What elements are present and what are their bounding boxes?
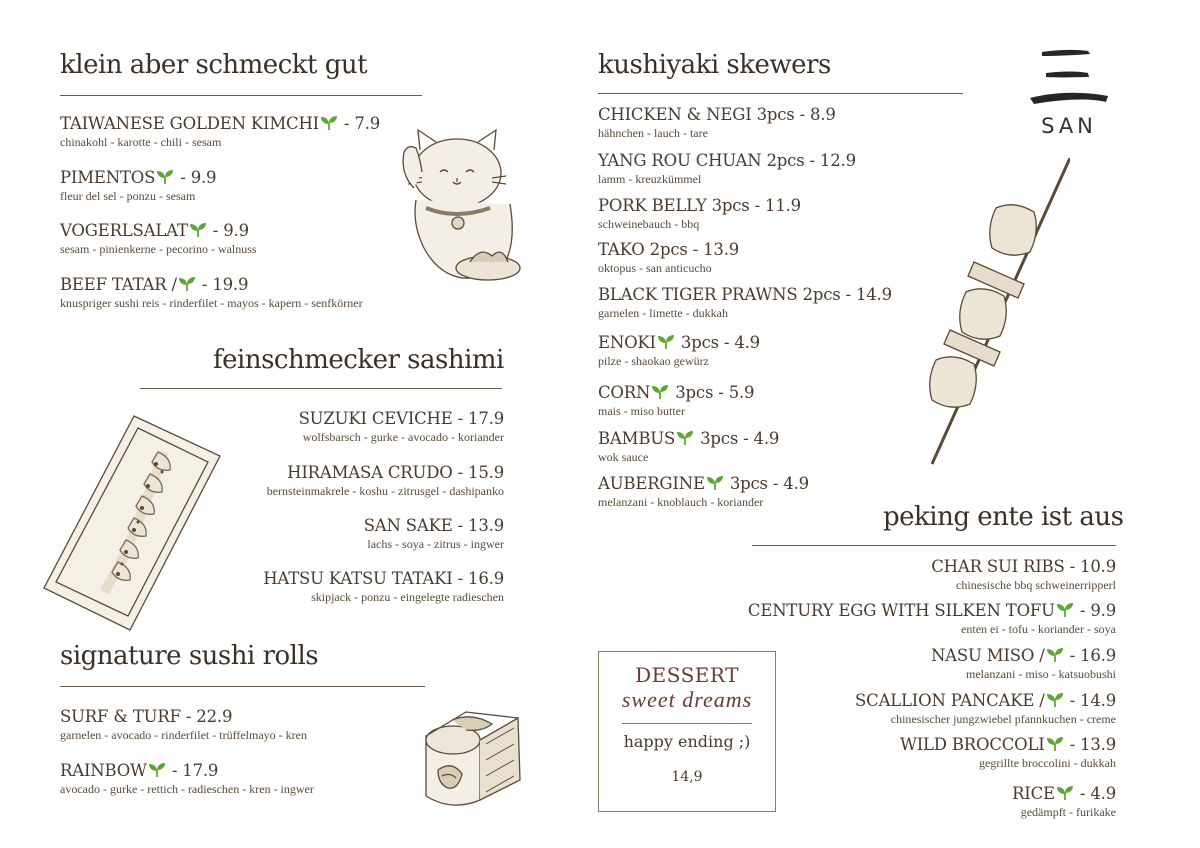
vegetarian-leaf-icon	[155, 168, 175, 187]
divider	[60, 686, 425, 687]
menu-item-title: TAIWANESE GOLDEN KIMCHI	[60, 114, 319, 133]
menu-item-description: melanzani - miso - katsuobushi	[966, 667, 1116, 681]
vegetarian-leaf-icon	[705, 474, 725, 493]
menu-item-price: - 7.9	[338, 114, 381, 133]
menu-item-title: TAKO 2pcs - 13.9	[598, 240, 740, 259]
menu-item-description: chinesische bbq schweinerripperl	[956, 578, 1116, 592]
section-heading-klein: klein aber schmeckt gut	[60, 50, 368, 80]
menu-item-description: chinesischer jungzwiebel pfannkuchen - creme	[890, 712, 1116, 726]
dessert-box	[598, 651, 776, 812]
menu-item-description: sesam - pinienkerne - pecorino - walnuss	[60, 242, 257, 256]
menu-item-title: CENTURY EGG WITH SILKEN TOFU	[747, 601, 1055, 620]
menu-item	[60, 761, 314, 797]
menu-item-price: - 4.9	[1074, 784, 1116, 803]
menu-item-price: 3pcs - 4.9	[695, 429, 780, 448]
menu-item-price: 3pcs - 4.9	[724, 474, 809, 493]
menu-item-name	[598, 383, 754, 403]
menu-item-title: NASU MISO /	[930, 646, 1045, 665]
menu-item	[1012, 784, 1116, 820]
vegetarian-leaf-icon	[1045, 646, 1065, 665]
menu-item-price: 3pcs - 4.9	[675, 333, 760, 352]
menu-item	[598, 474, 809, 510]
vegetarian-leaf-icon	[675, 429, 695, 448]
menu-item	[900, 735, 1116, 771]
menu-item-description: schweinebauch - bbq	[598, 217, 700, 231]
vegetarian-leaf-icon	[656, 333, 676, 352]
menu-item	[598, 151, 856, 187]
sushi-roll-illustration	[412, 700, 532, 818]
menu-item-description: wolfsbarsch - gurke - avocado - koriander	[302, 430, 504, 444]
divider	[752, 545, 1116, 546]
menu-item-price: - 13.9	[1064, 735, 1116, 754]
menu-item	[748, 601, 1116, 637]
menu-item-title: SAN SAKE - 13.9	[363, 516, 504, 535]
menu-item	[60, 221, 257, 257]
menu-item	[598, 105, 836, 141]
menu-item	[60, 114, 380, 150]
menu-item-title: BLACK TIGER PRAWNS 2pcs - 14.9	[598, 285, 892, 304]
menu-item-description: pilze - shaokao gewürz	[598, 354, 709, 368]
lucky-cat-illustration	[392, 128, 524, 288]
menu-item	[364, 516, 504, 552]
san-logo-mark	[1028, 42, 1110, 110]
section-heading-skewers: kushiyaki skewers	[598, 50, 831, 80]
menu-item-price: - 14.9	[1064, 691, 1116, 710]
menu-item-name	[598, 196, 801, 216]
menu-item	[60, 707, 307, 743]
dessert-subtitle: sweet dreams	[621, 687, 753, 712]
menu-item	[267, 463, 504, 499]
menu-item-description: skipjack - ponzu - eingelegte radieschen	[311, 590, 504, 604]
menu-item-description: garnelen - limette - dukkah	[598, 306, 728, 320]
menu-item-name	[299, 409, 504, 429]
divider	[622, 723, 752, 724]
menu-item-name	[598, 429, 779, 449]
menu-item	[855, 691, 1116, 727]
menu-item-description: gegrillte broccolini - dukkah	[979, 756, 1116, 770]
menu-item-description: bernsteinmakrele - koshu - zitrusgel - dashipanko	[266, 484, 504, 498]
menu-item-name	[931, 646, 1116, 666]
menu-item-title: HIRAMASA CRUDO - 15.9	[287, 463, 504, 482]
menu-item-description: enten ei - tofu - koriander - soya	[961, 622, 1116, 636]
vegetarian-leaf-icon	[177, 275, 197, 294]
menu-item-title: HATSU KATSU TATAKI - 16.9	[263, 569, 504, 588]
dessert-title: DESSERT	[635, 663, 739, 687]
menu-item-description: gedämpft - furikake	[1020, 805, 1116, 819]
menu-item-name	[931, 557, 1116, 577]
menu-item-name	[267, 463, 504, 483]
menu-item-name	[60, 761, 314, 781]
section-heading-peking: peking ente ist aus	[883, 502, 1124, 532]
menu-item-price: - 9.9	[175, 168, 217, 187]
menu-item-title: WILD BROCCOLI	[899, 735, 1045, 754]
menu-item-description: hähnchen - lauch - tare	[598, 126, 708, 140]
menu-item	[598, 196, 801, 232]
menu-item	[931, 557, 1116, 593]
menu-item-title: BEEF TATAR /	[60, 275, 177, 294]
menu-item-title: SCALLION PANCAKE /	[855, 691, 1045, 710]
dessert-text: happy ending ;)	[623, 732, 751, 751]
menu-item-name	[598, 285, 892, 305]
menu-item-description: mais - miso butter	[598, 404, 685, 418]
vegetarian-leaf-icon	[1045, 691, 1065, 710]
menu-item-price: 3pcs - 5.9	[670, 383, 755, 402]
menu-item-name	[598, 151, 856, 171]
menu-item-price: - 9.9	[207, 221, 249, 240]
menu-item-name	[855, 691, 1116, 711]
section-heading-sashimi: feinschmecker sashimi	[213, 345, 504, 375]
menu-item-title: YANG ROU CHUAN 2pcs - 12.9	[598, 151, 856, 170]
menu-item-name	[598, 240, 739, 260]
menu-item-title: PORK BELLY 3pcs - 11.9	[598, 196, 801, 215]
vegetarian-leaf-icon	[188, 221, 208, 240]
vegetarian-leaf-icon	[319, 114, 339, 133]
menu-item-title: ENOKI	[598, 333, 656, 352]
menu-item-title: PIMENTOS	[60, 168, 156, 187]
menu-item-description: fleur del sel - ponzu - sesam	[60, 189, 196, 203]
menu-item-title: CORN	[598, 383, 651, 402]
logo-text: SAN	[1041, 114, 1097, 138]
divider	[60, 95, 422, 96]
menu-item-description: garnelen - avocado - rinderfilet - trüffelmayo - kren	[60, 728, 307, 742]
vegetarian-leaf-icon	[1055, 784, 1075, 803]
menu-item-description: knuspriger sushi reis - rinderfilet - mayos - kapern - senfkörner	[60, 296, 363, 310]
menu-item	[598, 333, 760, 369]
menu-item	[598, 383, 754, 419]
vegetarian-leaf-icon	[650, 383, 670, 402]
menu-item	[60, 168, 216, 204]
menu-item-name	[263, 569, 504, 589]
menu-item-description: wok sauce	[598, 450, 649, 464]
menu-item-title: VOGERLSALAT	[60, 221, 188, 240]
menu-item-description: lamm - kreuzkümmel	[598, 172, 702, 186]
menu-item	[931, 646, 1116, 682]
menu-item-name	[1012, 784, 1116, 804]
menu-item-name	[598, 474, 809, 494]
menu-item-title: AUBERGINE	[598, 474, 705, 493]
menu-item-price: - 19.9	[196, 275, 249, 294]
menu-item-name	[60, 221, 257, 241]
vegetarian-leaf-icon	[1055, 601, 1075, 620]
menu-item-title: CHAR SUI RIBS - 10.9	[931, 557, 1116, 576]
menu-item-title: BAMBUS	[598, 429, 676, 448]
menu-item-name	[60, 114, 380, 134]
dessert-price: 14,9	[671, 769, 703, 785]
menu-item-description: chinakohl - karotte - chili - sesam	[60, 135, 222, 149]
menu-item-description: avocado - gurke - rettich - radieschen - kren - ingwer	[60, 782, 314, 796]
menu-item-title: SURF & TURF - 22.9	[60, 707, 233, 726]
menu-item-price: - 9.9	[1074, 601, 1116, 620]
section-heading-rolls: signature sushi rolls	[60, 641, 319, 671]
menu-item-description: oktopus - san anticucho	[598, 261, 712, 275]
menu-item	[60, 275, 363, 311]
sashimi-plate-illustration	[38, 412, 224, 634]
menu-item-title: CHICKEN & NEGI 3pcs - 8.9	[598, 105, 836, 124]
menu-item	[598, 429, 779, 465]
divider	[140, 388, 502, 389]
menu-item-description: melanzani - knoblauch - koriander	[598, 495, 764, 509]
menu-item-name	[60, 707, 307, 727]
vegetarian-leaf-icon	[1045, 735, 1065, 754]
menu-item	[299, 409, 504, 445]
menu-item-description: lachs - soya - zitrus - ingwer	[367, 537, 504, 551]
skewer-illustration	[920, 158, 1070, 468]
menu-item-price: - 16.9	[1064, 646, 1116, 665]
menu-item-name	[598, 105, 836, 125]
menu-item-title: SUZUKI CEVICHE - 17.9	[298, 409, 504, 428]
menu-item	[598, 285, 892, 321]
menu-item-name	[900, 735, 1116, 755]
menu-item-name	[598, 333, 760, 353]
menu-item-name	[60, 168, 216, 188]
divider	[598, 93, 963, 94]
menu-item-name	[60, 275, 363, 295]
menu-item-price: - 17.9	[166, 761, 219, 780]
vegetarian-leaf-icon	[147, 761, 167, 780]
menu-item-name	[748, 601, 1116, 621]
menu-item-title: RICE	[1012, 784, 1055, 803]
menu-item-title: RAINBOW	[60, 761, 147, 780]
menu-item	[263, 569, 504, 605]
menu-item	[598, 240, 739, 276]
menu-item-name	[364, 516, 504, 536]
